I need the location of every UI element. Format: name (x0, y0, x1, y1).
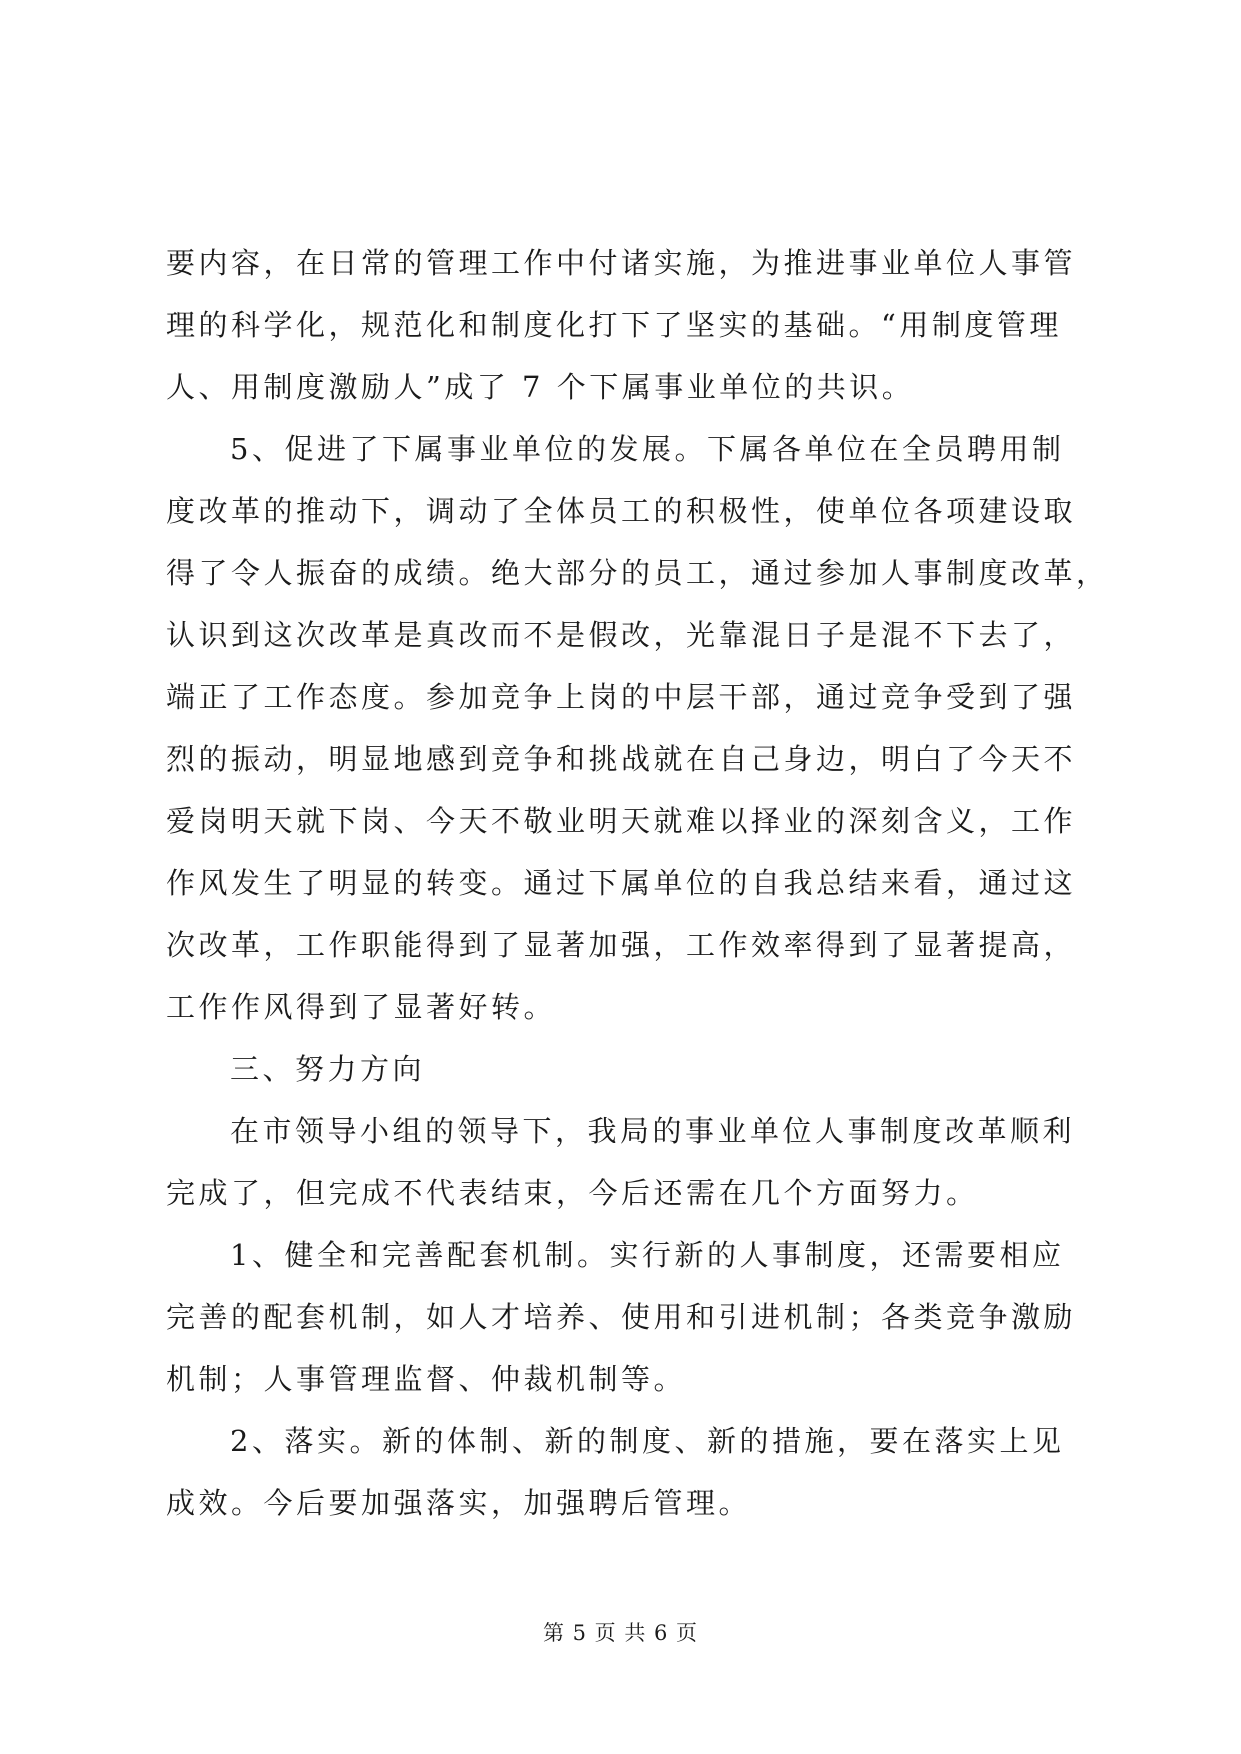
text-line: 度改革的推动下，调动了全体员工的积极性，使单位各项建设取 (166, 494, 1077, 528)
text-line: 得了令人振奋的成绩。绝大部分的员工，通过参加人事制度改革， (166, 556, 1109, 590)
item-1-first-line: 1、健全和完善配套机制。实行新的人事制度，还需要相应 (230, 1238, 1065, 1272)
text-line: 认识到这次改革是真改而不是假改，光靠混日子是混不下去了， (166, 618, 1077, 652)
text-line: 烈的振动，明显地感到竞争和挑战就在自己身边，明白了今天不 (166, 742, 1077, 776)
page-number-footer: 第 5 页 共 6 页 (542, 1621, 699, 1645)
text-line: 完善的配套机制，如人才培养、使用和引进机制；各类竞争激励 (166, 1300, 1077, 1334)
text-line: 次改革，工作职能得到了显著加强，工作效率得到了显著提高， (166, 928, 1077, 962)
section-intro-first-line: 在市领导小组的领导下，我局的事业单位人事制度改革顺利 (230, 1114, 1076, 1148)
text-line: 完成了，但完成不代表结束，今后还需在几个方面努力。 (166, 1176, 979, 1210)
item-2-first-line: 2、落实。新的体制、新的制度、新的措施，要在落实上见 (230, 1424, 1065, 1458)
text-line: 要内容，在日常的管理工作中付诸实施，为推进事业单位人事管 (166, 246, 1077, 280)
section-heading: 三、努力方向 (230, 1052, 426, 1086)
text-line: 爱岗明天就下岗、今天不敬业明天就难以择业的深刻含义，工作 (166, 804, 1077, 838)
text-line: 成效。今后要加强落实，加强聘后管理。 (166, 1486, 752, 1520)
text-line: 作风发生了明显的转变。通过下属单位的自我总结来看，通过这 (166, 866, 1077, 900)
text-line: 机制；人事管理监督、仲裁机制等。 (166, 1362, 687, 1396)
document-body (166, 232, 1109, 1534)
paragraph-5-first-line: 5、促进了下属事业单位的发展。下属各单位在全员聘用制 (230, 432, 1065, 466)
text-line: 工作作风得到了显著好转。 (166, 990, 557, 1024)
text-line: 人、用制度激励人”成了 7 个下属事业单位的共识。 (166, 370, 915, 404)
text-line: 理的科学化，规范化和制度化打下了坚实的基础。“用制度管理 (166, 308, 1062, 342)
text-line: 端正了工作态度。参加竞争上岗的中层干部，通过竞争受到了强 (166, 680, 1077, 714)
